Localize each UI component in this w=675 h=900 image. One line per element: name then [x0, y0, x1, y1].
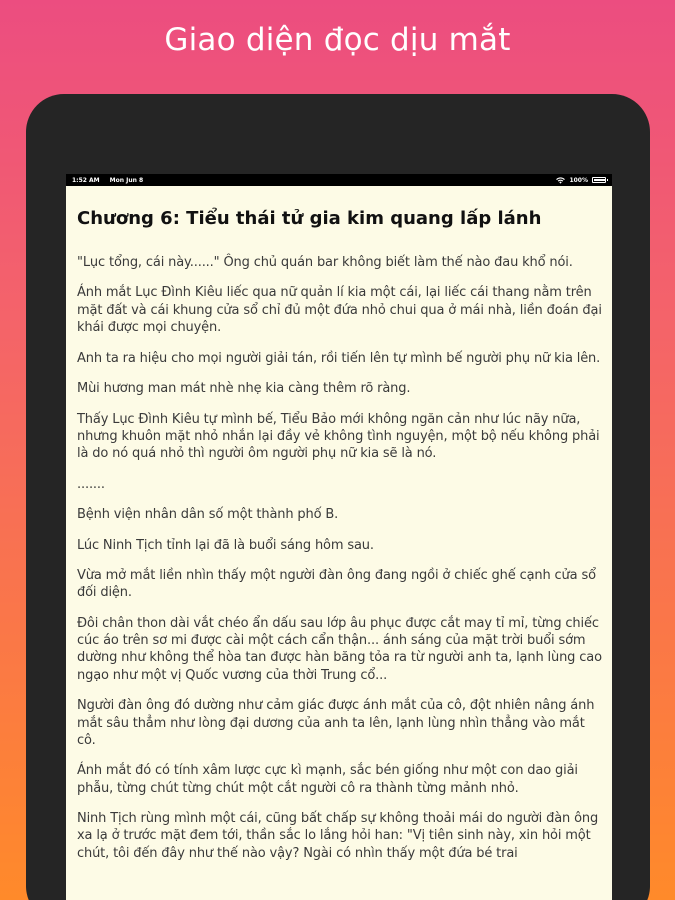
paragraph: Ánh mắt Lục Đình Kiêu liếc qua nữ quản lí kia một cái, lại liếc cái thang nằm trên mặt đất và cái khung cửa sổ chỉ đủ một đứa nhỏ chui qua ở mái nhà, liền đoán đại khái được mọi chuyện.: [77, 285, 602, 336]
chapter-content: [77, 208, 602, 875]
battery-fill: [594, 179, 606, 181]
paragraph: Vừa mở mắt liền nhìn thấy một người đàn ông đang ngồi ở chiếc ghế cạnh cửa sổ đối diện.: [77, 568, 596, 601]
status-time: 1:52 AM: [72, 176, 100, 184]
battery-icon: [592, 177, 606, 183]
paragraph-separator: .......: [77, 476, 105, 492]
chapter-title: Chương 6: Tiểu thái tử gia kim quang lấp lánh: [77, 208, 542, 229]
reader-screen[interactable]: [66, 174, 612, 900]
paragraph: Lúc Ninh Tịch tỉnh lại đã là buổi sáng hôm sau.: [77, 537, 374, 553]
promo-title: Giao diện đọc dịu mắt: [164, 22, 511, 58]
paragraph: Ánh mắt đó có tính xâm lược cực kì mạnh, sắc bén giống như một con dao giải phẫu, từng chút từng chút một cắt người cô ra thành từng mảnh nhỏ.: [77, 763, 578, 796]
paragraph: Thấy Lục Đình Kiêu tự mình bế, Tiểu Bảo mới không ngăn cản như lúc nãy nữa, nhưng khuôn mặt nhỏ nhắn lại đầy vẻ không tình nguyện, một bộ nếu không phải là do nó quá nhỏ thì người ôm người phụ nữ kia sẽ là nó.: [77, 411, 600, 462]
battery-percent: 100%: [569, 176, 588, 184]
tablet-frame: [26, 94, 650, 900]
paragraph: Anh ta ra hiệu cho mọi người giải tán, rồi tiến lên tự mình bế người phụ nữ kia lên.: [77, 350, 601, 366]
paragraph: Người đàn ông đó dường như cảm giác được ánh mắt của cô, đột nhiên nâng ánh mắt sâu thẳm như lòng đại dương của anh ta lên, lạnh lùng nhìn thẳng vào mắt cô.: [77, 698, 595, 748]
paragraph: "Lục tổng, cái này......" Ông chủ quán bar không biết làm thế nào đau khổ nói.: [77, 255, 573, 270]
paragraph: Mùi hương man mát nhè nhẹ kia càng thêm rõ ràng.: [77, 381, 411, 397]
status-bar: [66, 174, 612, 186]
status-date: Mon Jun 8: [109, 176, 144, 184]
paragraph: Đôi chân thon dài vắt chéo ẩn dấu sau lớp âu phục được cắt may tỉ mỉ, từng chiếc cúc áo trên sơ mi được cài một cách cẩn thận... ánh sáng của mặt trời buổi sớm dường như không thể hòa tan được hàn băng tỏa ra từ người anh ta, lạnh lùng cao ngạo như một vị Quốc vương của thời Trung cổ...: [77, 615, 602, 683]
wifi-icon: [556, 177, 565, 184]
paragraph: Bệnh viện nhân dân số một thành phố B.: [77, 507, 339, 523]
paragraph: Ninh Tịch rùng mình một cái, cũng bất chấp sự không thoải mái do người đàn ông xa lạ ở trước mặt đem tới, thần sắc lo lắng hỏi han: "Vị tiên sinh này, xin hỏi một chút, tôi đến đây như thế nào vậy? Ngài có nhìn thấy một đứa bé trai: [77, 811, 599, 861]
status-indicators: [556, 177, 606, 184]
